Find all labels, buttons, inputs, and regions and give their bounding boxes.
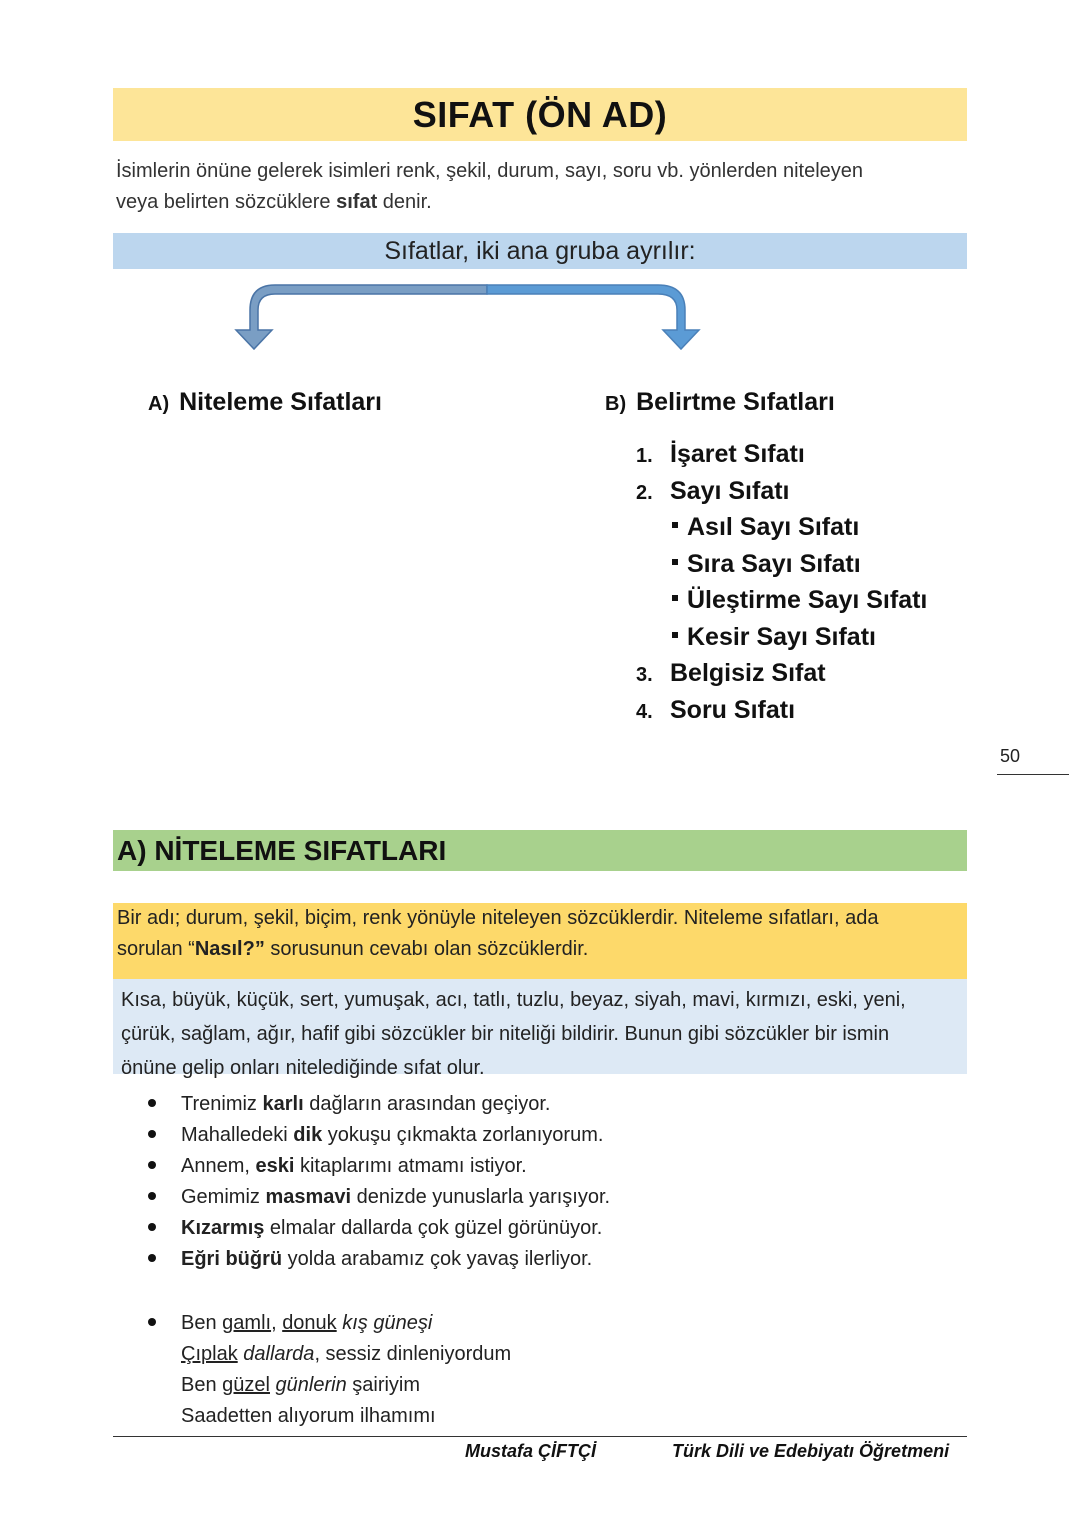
list-number: 3. (636, 664, 653, 686)
example-list (148, 1089, 610, 1275)
group-b-letter: B) (605, 393, 627, 415)
list-number: 1. (636, 445, 653, 467)
example-text: yolda arabamız çok yavaş ilerliyor. (282, 1248, 593, 1270)
intro-text-end: denir. (377, 191, 432, 213)
poem-example (148, 1308, 511, 1432)
list-label: Belgisiz Sıfat (670, 659, 826, 687)
title-bar (113, 88, 967, 141)
example-text: elmalar dallarda çok güzel görünüyor. (264, 1217, 603, 1239)
example-adjective: masmavi (265, 1186, 352, 1208)
explanation-line-3: önüne gelip onları nitelediğinde sıfat olur. (121, 1057, 485, 1079)
poem-text: Ben (181, 1374, 223, 1396)
example-text: kitaplarımı atmamı istiyor. (294, 1155, 527, 1177)
example-item (148, 1182, 610, 1213)
list-number: 4. (636, 700, 653, 723)
bullet-icon (148, 1161, 156, 1169)
example-adjective: karlı (262, 1093, 304, 1115)
page-number: 50 (1000, 746, 1021, 766)
square-bullet-icon (672, 522, 678, 528)
poem-text: , (271, 1312, 283, 1334)
example-adjective: eski (255, 1155, 295, 1177)
poem-noun: günlerin (275, 1374, 347, 1396)
explanation-line-1: Kısa, büyük, küçük, sert, yumuşak, acı, tatlı, tuzlu, beyaz, siyah, mavi, kırmızı, eski, yeni, (121, 989, 906, 1011)
bullet-icon (148, 1254, 156, 1262)
intro-line-2 (116, 187, 966, 218)
example-item (148, 1213, 610, 1244)
example-item (148, 1244, 610, 1275)
list-item (636, 436, 927, 473)
poem-adjective: gamlı (222, 1312, 272, 1334)
list-number: 2. (636, 481, 653, 504)
groups-title: Sıfatlar, iki ana gruba ayrılır: (384, 236, 696, 265)
split-arrow-left (236, 285, 487, 349)
belirtme-list (636, 436, 927, 728)
footer-role: Türk Dili ve Edebiyatı Öğretmeni (672, 1441, 950, 1461)
intro-line-1: İsimlerin önüne gelerek isimleri renk, şekil, durum, sayı, soru vb. yönlerden niteleyen (116, 160, 864, 182)
poem-adjective: donuk (282, 1312, 337, 1334)
page-number-divider (997, 774, 1069, 775)
explanation-text (113, 979, 967, 1084)
example-adjective: Eğri büğrü (181, 1248, 283, 1270)
sub-list-label: Asıl Sayı Sıfatı (687, 513, 860, 541)
poem-noun: dallarda (243, 1343, 315, 1365)
definition-text-end: sorusunun cevabı olan sözcüklerdir. (264, 938, 589, 960)
bullet-icon (148, 1099, 156, 1107)
example-text: dağların arasından geçiyor. (303, 1093, 551, 1115)
bullet-icon (148, 1223, 156, 1231)
sub-list-item (636, 582, 927, 619)
sub-list-item (636, 509, 927, 546)
definition-text: sorulan “ (117, 938, 195, 960)
poem-text: , sessiz dinleniyordum (314, 1343, 512, 1365)
example-item (148, 1151, 610, 1182)
poem-line-2 (148, 1339, 511, 1370)
poem-text: Ben (181, 1312, 223, 1334)
poem-line-3 (148, 1370, 511, 1401)
intro-keyword: sıfat (336, 191, 378, 213)
bullet-icon (148, 1192, 156, 1200)
group-b-heading (605, 388, 835, 417)
bullet-icon (148, 1318, 156, 1326)
definition-line-1: Bir adı; durum, şekil, biçim, renk yönüyle niteleyen sözcüklerdir. Niteleme sıfatları, ada (117, 907, 879, 929)
bullet-icon (148, 1130, 156, 1138)
example-text: Mahalledeki (181, 1124, 294, 1146)
square-bullet-icon (672, 595, 678, 601)
definition-keyword: Nasıl?” (194, 938, 265, 960)
poem-line-1 (148, 1308, 511, 1339)
intro-text: veya belirten sözcüklere (116, 191, 337, 213)
sub-list-label: Sıra Sayı Sıfatı (687, 549, 861, 578)
example-item (148, 1120, 610, 1151)
sub-list-label: Kesir Sayı Sıfatı (687, 622, 876, 651)
list-label: İşaret Sıfatı (670, 440, 805, 468)
example-text: denizde yunuslarla yarışıyor. (351, 1186, 611, 1208)
poem-line-4: Saadetten alıyorum ilhamımı (181, 1405, 436, 1427)
sub-list-label: Üleştirme Sayı Sıfatı (687, 586, 928, 614)
section-title: A) NİTELEME SIFATLARI (117, 834, 447, 866)
poem-adjective: Çıplak (181, 1343, 238, 1365)
poem-text: şairiyim (346, 1374, 421, 1396)
explanation-line-2: çürük, sağlam, ağır, hafif gibi sözcükler bir niteliği bildirir. Bunun gibi sözcükler bir ismin (121, 1023, 890, 1045)
split-arrow-diagram (230, 280, 710, 355)
poem-noun: kış güneşi (342, 1312, 433, 1334)
split-arrow-right (487, 285, 699, 349)
list-item (636, 692, 927, 729)
definition-line-2 (113, 934, 967, 965)
square-bullet-icon (672, 559, 678, 565)
list-label: Soru Sıfatı (670, 695, 796, 724)
intro-paragraph (116, 156, 966, 218)
page-title: SIFAT (ÖN AD) (412, 93, 668, 135)
poem-adjective: güzel (222, 1374, 270, 1396)
sub-list-item (636, 546, 927, 583)
example-text: Annem, (181, 1155, 256, 1177)
example-text: Trenimiz (181, 1093, 263, 1115)
group-a-heading (148, 388, 382, 417)
section-bar (113, 830, 967, 871)
example-text: yokuşu çıkmakta zorlanıyorum. (322, 1124, 604, 1146)
example-text: Gemimiz (181, 1186, 266, 1208)
square-bullet-icon (672, 632, 678, 638)
footer-divider (113, 1436, 967, 1437)
group-b-label: Belirtme Sıfatları (636, 388, 835, 416)
list-item (636, 473, 927, 510)
group-a-label: Niteleme Sıfatları (179, 388, 382, 416)
explanation-box (113, 979, 967, 1079)
example-adjective: dik (293, 1124, 323, 1146)
example-item (148, 1089, 610, 1120)
groups-bar (113, 233, 967, 269)
footer-author: Mustafa ÇİFTÇİ (465, 1441, 597, 1461)
sub-list-item (636, 619, 927, 656)
list-item (636, 655, 927, 692)
example-adjective: Kızarmış (181, 1217, 265, 1239)
definition-box (113, 903, 967, 979)
group-a-letter: A) (148, 393, 170, 415)
list-label: Sayı Sıfatı (670, 476, 790, 505)
